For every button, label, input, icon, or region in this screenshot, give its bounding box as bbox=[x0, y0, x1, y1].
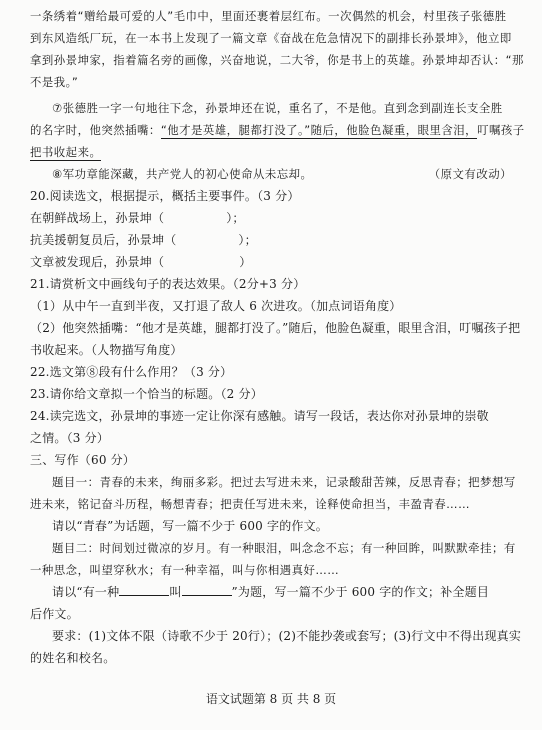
question-21: 21.请赏析文中画线句子的表达效果。（2分+3 分） bbox=[30, 277, 306, 291]
topic-two: 题目二：时间划过微凉的岁月。有一种眼泪，叫念念不忘；有一种回眸，叫默默牵挂；有 bbox=[52, 541, 516, 555]
story-text: 叮嘱孩子 bbox=[477, 123, 525, 137]
topic-one-instruction: 请以“青春”为话题，写一篇不少于 600 字的作文。 bbox=[52, 519, 329, 533]
instruction-text: ”为题，写一篇不少于 600 字的作文；补全题目 bbox=[231, 585, 490, 599]
q20-prompt: 抗美援朝复员后，孙景坤（ bbox=[30, 233, 177, 247]
underlined-sentence: “他才是英雄，腿都打没了。”随后，他脸色凝重，眼里含泪， bbox=[160, 123, 478, 137]
underlined-sentence: 把书收起来。 bbox=[30, 145, 102, 159]
page-footer: 语文试题第 8 页 共 8 页 bbox=[205, 692, 337, 706]
question-20: 20.阅读选文，根据提示，概括主要事件。（3 分） bbox=[30, 189, 300, 203]
requirements: 要求：(1)文体不限（诗歌不少于 20行）；(2)不能抄袭或套写；(3)行文中不得出现真实 bbox=[52, 629, 522, 643]
story-line: ⑦张德胜一字一句地往下念，孙景坤还在说，重名了，不是他。直到念到副连长支全胜 bbox=[52, 101, 503, 115]
topic-one: 题目一：青春的未来，绚丽多彩。把过去写进未来，记录酸甜苦辣，反思青春；把梦想写 bbox=[52, 475, 516, 489]
q20-close: ） bbox=[239, 255, 252, 269]
instruction-text: 请以“有一种 bbox=[52, 585, 120, 599]
story-line bbox=[30, 122, 525, 138]
fill-blank bbox=[182, 585, 232, 596]
topic-two-instruction: 后作文。 bbox=[30, 607, 79, 621]
story-line bbox=[52, 166, 512, 182]
story-line: 拿到孙景坤家，指着篇名旁的画像，兴奋地说，二大爷，你是书上的英雄。孙景坤却否认：“那 bbox=[30, 53, 524, 67]
q20-prompt: 在朝鲜战场上，孙景坤（ bbox=[30, 211, 165, 225]
instruction-text: 叫 bbox=[169, 585, 182, 599]
story-text: ⑧军功章能深藏，共产党人的初心使命从未忘却。 bbox=[52, 167, 313, 181]
fill-blank bbox=[119, 585, 169, 596]
story-line: 不是我。” bbox=[30, 75, 79, 89]
topic-two-instruction bbox=[52, 584, 489, 600]
source-note: （原文有改动） bbox=[428, 167, 512, 181]
q21-sub2: 书收起来。（人物描写角度） bbox=[30, 343, 183, 357]
story-line bbox=[30, 144, 101, 160]
story-line: 一条绣着“赠给最可爱的人”毛巾中，里面还裹着层红布。一次偶然的机会，村里孩子张德胜 bbox=[30, 9, 507, 23]
q20-blank-line bbox=[30, 210, 245, 226]
question-24: 24.读完选文，孙景坤的事迹一定让你深有感触。请写一段话，表达你对孙景坤的崇敬 bbox=[30, 409, 489, 423]
q21-sub2: （2）他突然插嘴：“他才是英雄，腿都打没了。”随后，他脸色凝重，眼里含泪，叮嘱孩子把 bbox=[30, 321, 521, 335]
story-text: 的名字时，他突然插嘴： bbox=[30, 123, 161, 137]
question-22: 22.选文第⑧段有什么作用？（3 分） bbox=[30, 365, 233, 379]
question-24: 之情。（3 分） bbox=[30, 431, 110, 445]
q20-close: ）； bbox=[226, 211, 245, 225]
topic-one: 进未来，铭记奋斗历程，畅想青春；把责任写进未来，诠释使命担当，丰盈青春…… bbox=[30, 497, 470, 511]
q20-blank-line bbox=[30, 232, 257, 248]
topic-two: 一种思念，叫望穿秋水；有一种幸福，叫与你相遇真好…… bbox=[30, 563, 340, 577]
q21-sub1: （1）从中午一直到半夜，又打退了敌人 6 次进攻。（加点词语角度） bbox=[30, 299, 402, 313]
q20-blank-line bbox=[30, 254, 251, 270]
q20-close: ）； bbox=[238, 233, 257, 247]
question-23: 23.请你给文章拟一个恰当的标题。（2 分） bbox=[30, 387, 263, 401]
writing-heading: 三、写作（60 分） bbox=[30, 453, 136, 467]
q20-prompt: 文章被发现后，孙景坤（ bbox=[30, 255, 165, 269]
story-line: 到东风造纸厂玩，在一本书上发现了一篇文章《奋战在危急情况下的副排长孙景坤》，他立即 bbox=[30, 31, 512, 45]
requirements: 的姓名和校名。 bbox=[30, 651, 116, 665]
